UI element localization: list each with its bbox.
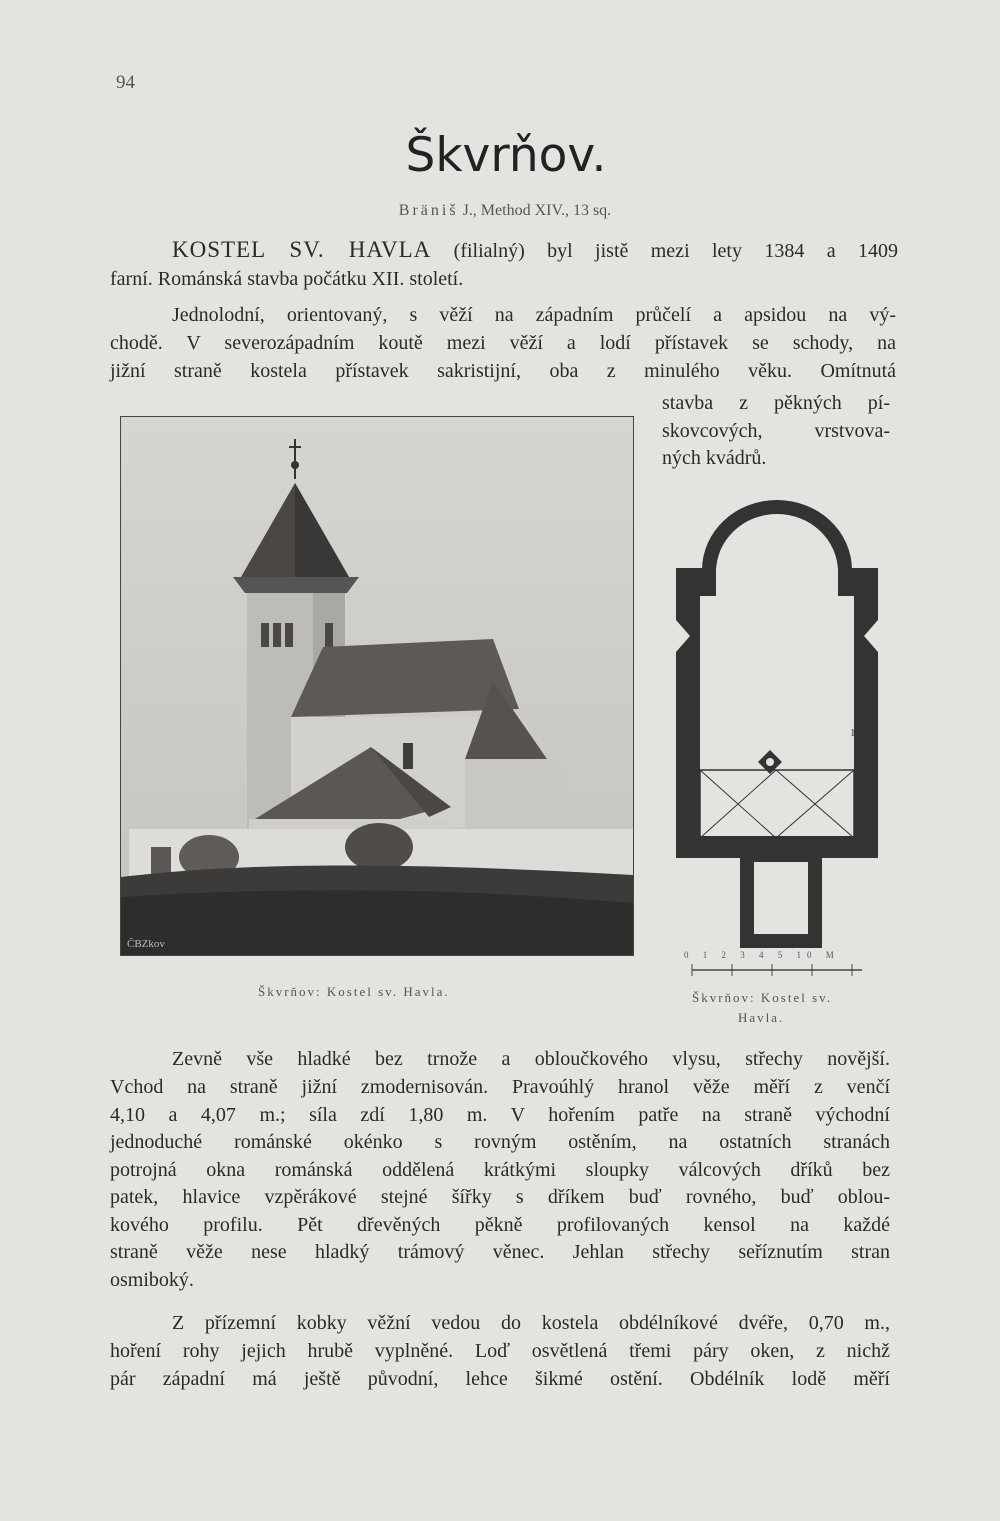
paragraph-line: Zevně vše hladké bez trnože a obloučkového vlysu, střechy novější. [172,1048,890,1070]
paragraph-line: Z přízemní kobky věžní vedou do kostela obdélníkové dvéře, 0,70 m., [172,1312,890,1334]
photo-corner-mark: ČBZkov [127,938,165,950]
intro-paragraph [172,236,898,266]
paragraph-2-wrap [662,390,890,473]
paragraph-line: straně věže nese hladký trámový věnec. Jehlan střechy seříznutím stran [110,1241,890,1263]
floor-plan [672,500,882,980]
intro-line-1 [172,236,898,266]
paragraph-line: jižní straně kostela přístavek sakristijní, oba z minulého věku. Omítnutá [110,359,896,382]
paragraph-line: skovcových, vrstvova- [662,419,890,442]
paragraph-3-first [172,1046,890,1074]
paragraph-line: kového profilu. Pět dřevěných pěkně profilovaných kensol na každé [110,1213,890,1236]
church-name: KOSTEL SV. HAVLA [172,237,432,262]
plan-caption-line-2: Havla. [738,1010,785,1025]
source-reference [0,202,1000,220]
paragraph-3-body [110,1074,890,1294]
church-photograph [120,416,634,956]
page-number: 94 [116,72,135,93]
paragraph-4-body [110,1338,890,1393]
paragraph-line: chodě. V severozápadním koutě mezi věží a lodí přístavek se schody, na [110,332,896,354]
intro-paragraph-cont [110,266,810,294]
paragraph-4-first [172,1310,890,1338]
paragraph-line: hoření rohy jejich hrubě vyplněné. Loď osvětlená třemi páry oken, z nichž [110,1340,890,1362]
paragraph-2-body [110,330,896,385]
paragraph-line: Jednolodní, orientovaný, s věží na západním průčelí a apsidou na vý- [172,304,896,326]
plan-scale-label: 0 1 2 3 4 5 10 M [684,950,840,960]
paragraph-line: patek, hlavice vzpěrákové stejné šířky s dříkem buď rovného, buď oblou- [110,1186,890,1208]
plan-marker: 1 [850,727,856,739]
paragraph-line: potrojná okna románská oddělená krátkými sloupky válcových dříků bez [110,1158,890,1181]
paragraph-2-first [172,302,896,330]
source-author: Bräniš [398,202,459,219]
photo-caption: Škvrňov: Kostel sv. Havla. [258,984,450,999]
paragraph-line: osmiboký. [110,1268,194,1291]
intro-line-1-rest: (filialný) byl jistě mezi lety 1384 a 1409 [431,240,898,262]
paragraph-line: 4,10 a 4,07 m.; síla zdí 1,80 m. V hořením patře na straně východní [110,1103,890,1126]
paragraph-line: stavba z pěkných pí- [662,392,890,414]
source-details: J., Method XIV., 13 sq. [458,202,612,219]
paragraph-line: ných kvádrů. [662,447,767,469]
page-title: Škvrňov. [405,128,607,183]
paragraph-line: pár západní má ještě původní, lehce šikmé ostění. Obdélník lodě měří [110,1367,890,1390]
intro-line-2: farní. Románská stavba počátku XII. století. [110,268,464,290]
paragraph-line: Vchod na straně jižní zmodernisován. Pravoúhlý hranol věže měří z venčí [110,1076,890,1098]
plan-caption-line-1: Škvrňov: Kostel sv. [692,990,833,1005]
paragraph-line: jednoduché románské okénko s rovným ostěním, na ostatních stranách [110,1131,890,1153]
